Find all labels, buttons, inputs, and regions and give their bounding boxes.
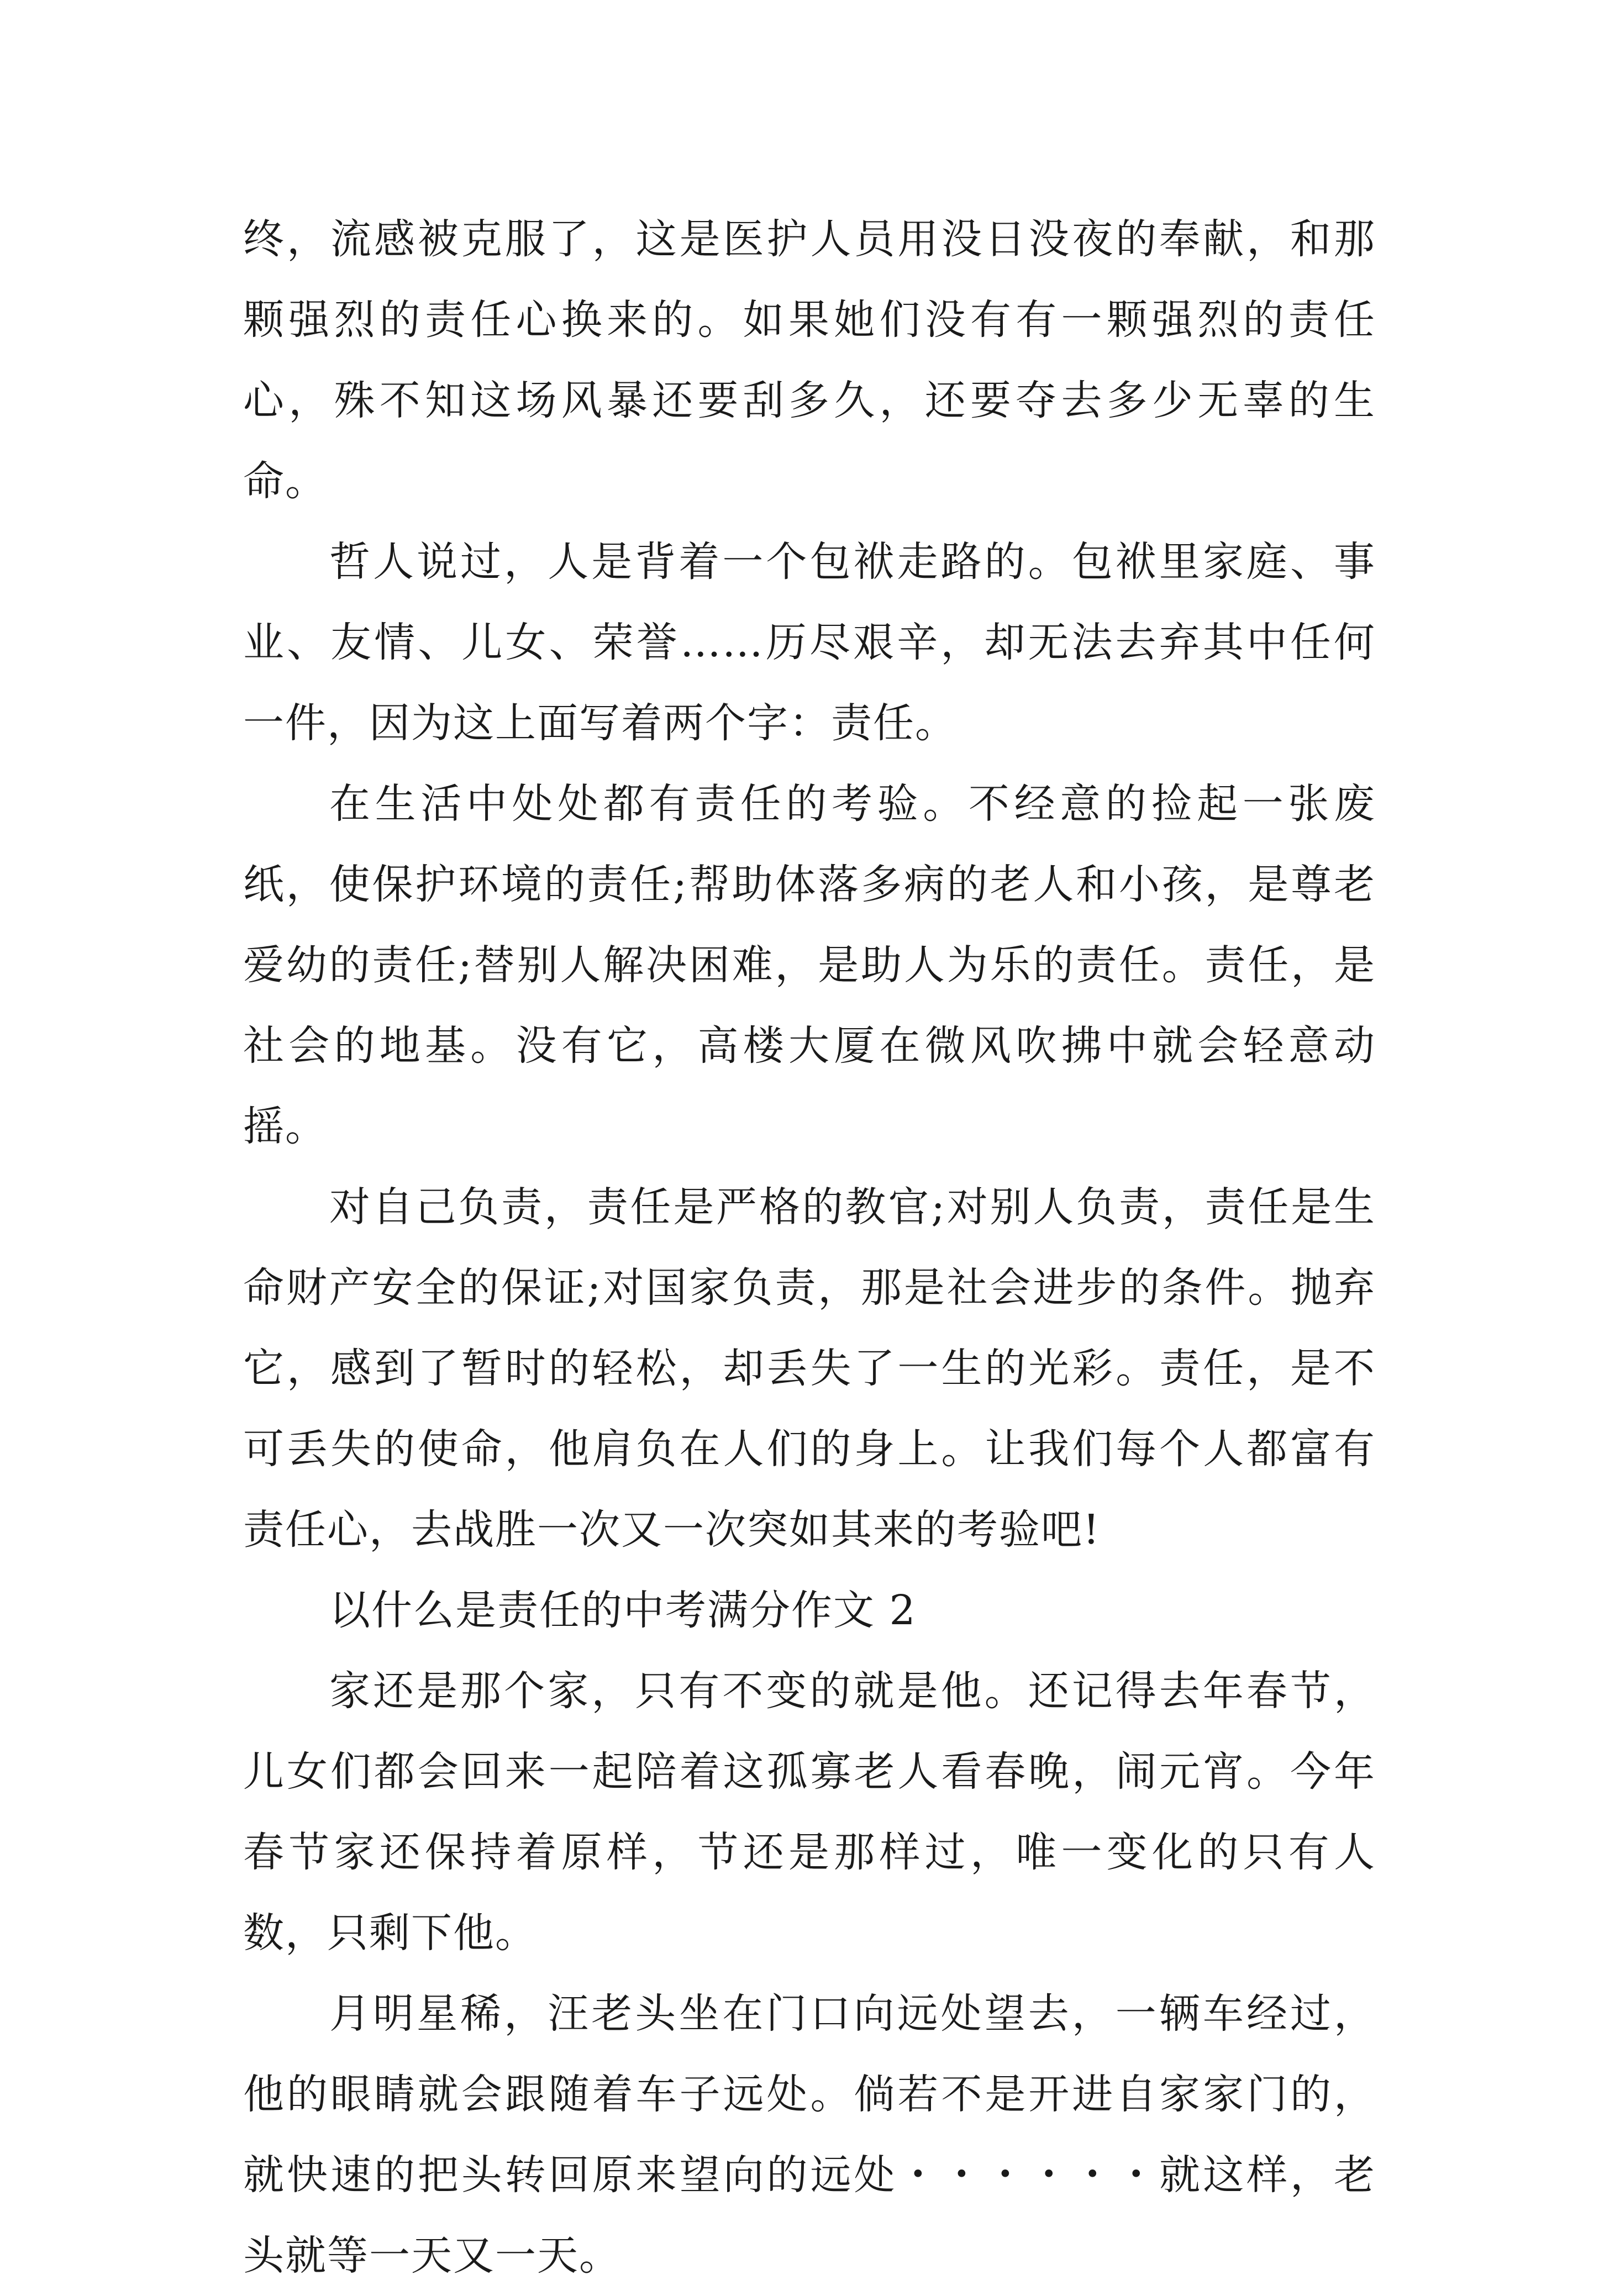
section-title: 以什么是责任的中考满分作文 2 bbox=[329, 1587, 917, 1634]
paragraph-philosopher: 哲人说过，人是背着一个包袱走路的。包袱里家庭、事业、友情、儿女、荣誉……历尽艰辛，却无法去弃其中任何一件，因为这上面写着两个字：责任。 bbox=[243, 538, 1376, 747]
paragraph-moonlight: 月明星稀，汪老头坐在门口向远处望去，一辆车经过，他的眼睛就会跟随着车子远处。倘若不是开进自家家门的，就快速的把头转回原来望向的远处・・・・・・就这样，老头就等一天又一天。 bbox=[243, 1990, 1376, 2279]
paragraph-daily-life: 在生活中处处都有责任的考验。不经意的捡起一张废纸，使保护环境的责任;帮助体落多病的老人和小孩，是尊老爱幼的责任;替别人解决困难，是助人为乐的责任。责任，是社会的地基。没有它，高楼大厦在微风吹拂中就会轻意动摇。 bbox=[243, 780, 1376, 1150]
paragraph-continued: 终，流感被克服了，这是医护人员用没日没夜的奉献，和那颗强烈的责任心换来的。如果她们没有有一颗强烈的责任心，殊不知这场风暴还要刮多久，还要夺去多少无辜的生命。 bbox=[243, 215, 1376, 505]
document-body bbox=[243, 199, 1376, 2296]
paragraph-self-responsibility: 对自己负责，责任是严格的教官;对别人负责，责任是生命财产安全的保证;对国家负责，那是社会进步的条件。抛弃它，感到了暂时的轻松，却丢失了一生的光彩。责任，是不可丢失的使命，他肩负在人们的身上。让我们每个人都富有责任心，去战胜一次又一次突如其来的考验吧! bbox=[243, 1183, 1376, 1554]
paragraph-home: 家还是那个家，只有不变的就是他。还记得去年春节，儿女们都会回来一起陪着这孤寡老人看春晚，闹元宵。今年春节家还保持着原样，节还是那样过，唯一变化的只有人数，只剩下他。 bbox=[243, 1667, 1376, 1957]
